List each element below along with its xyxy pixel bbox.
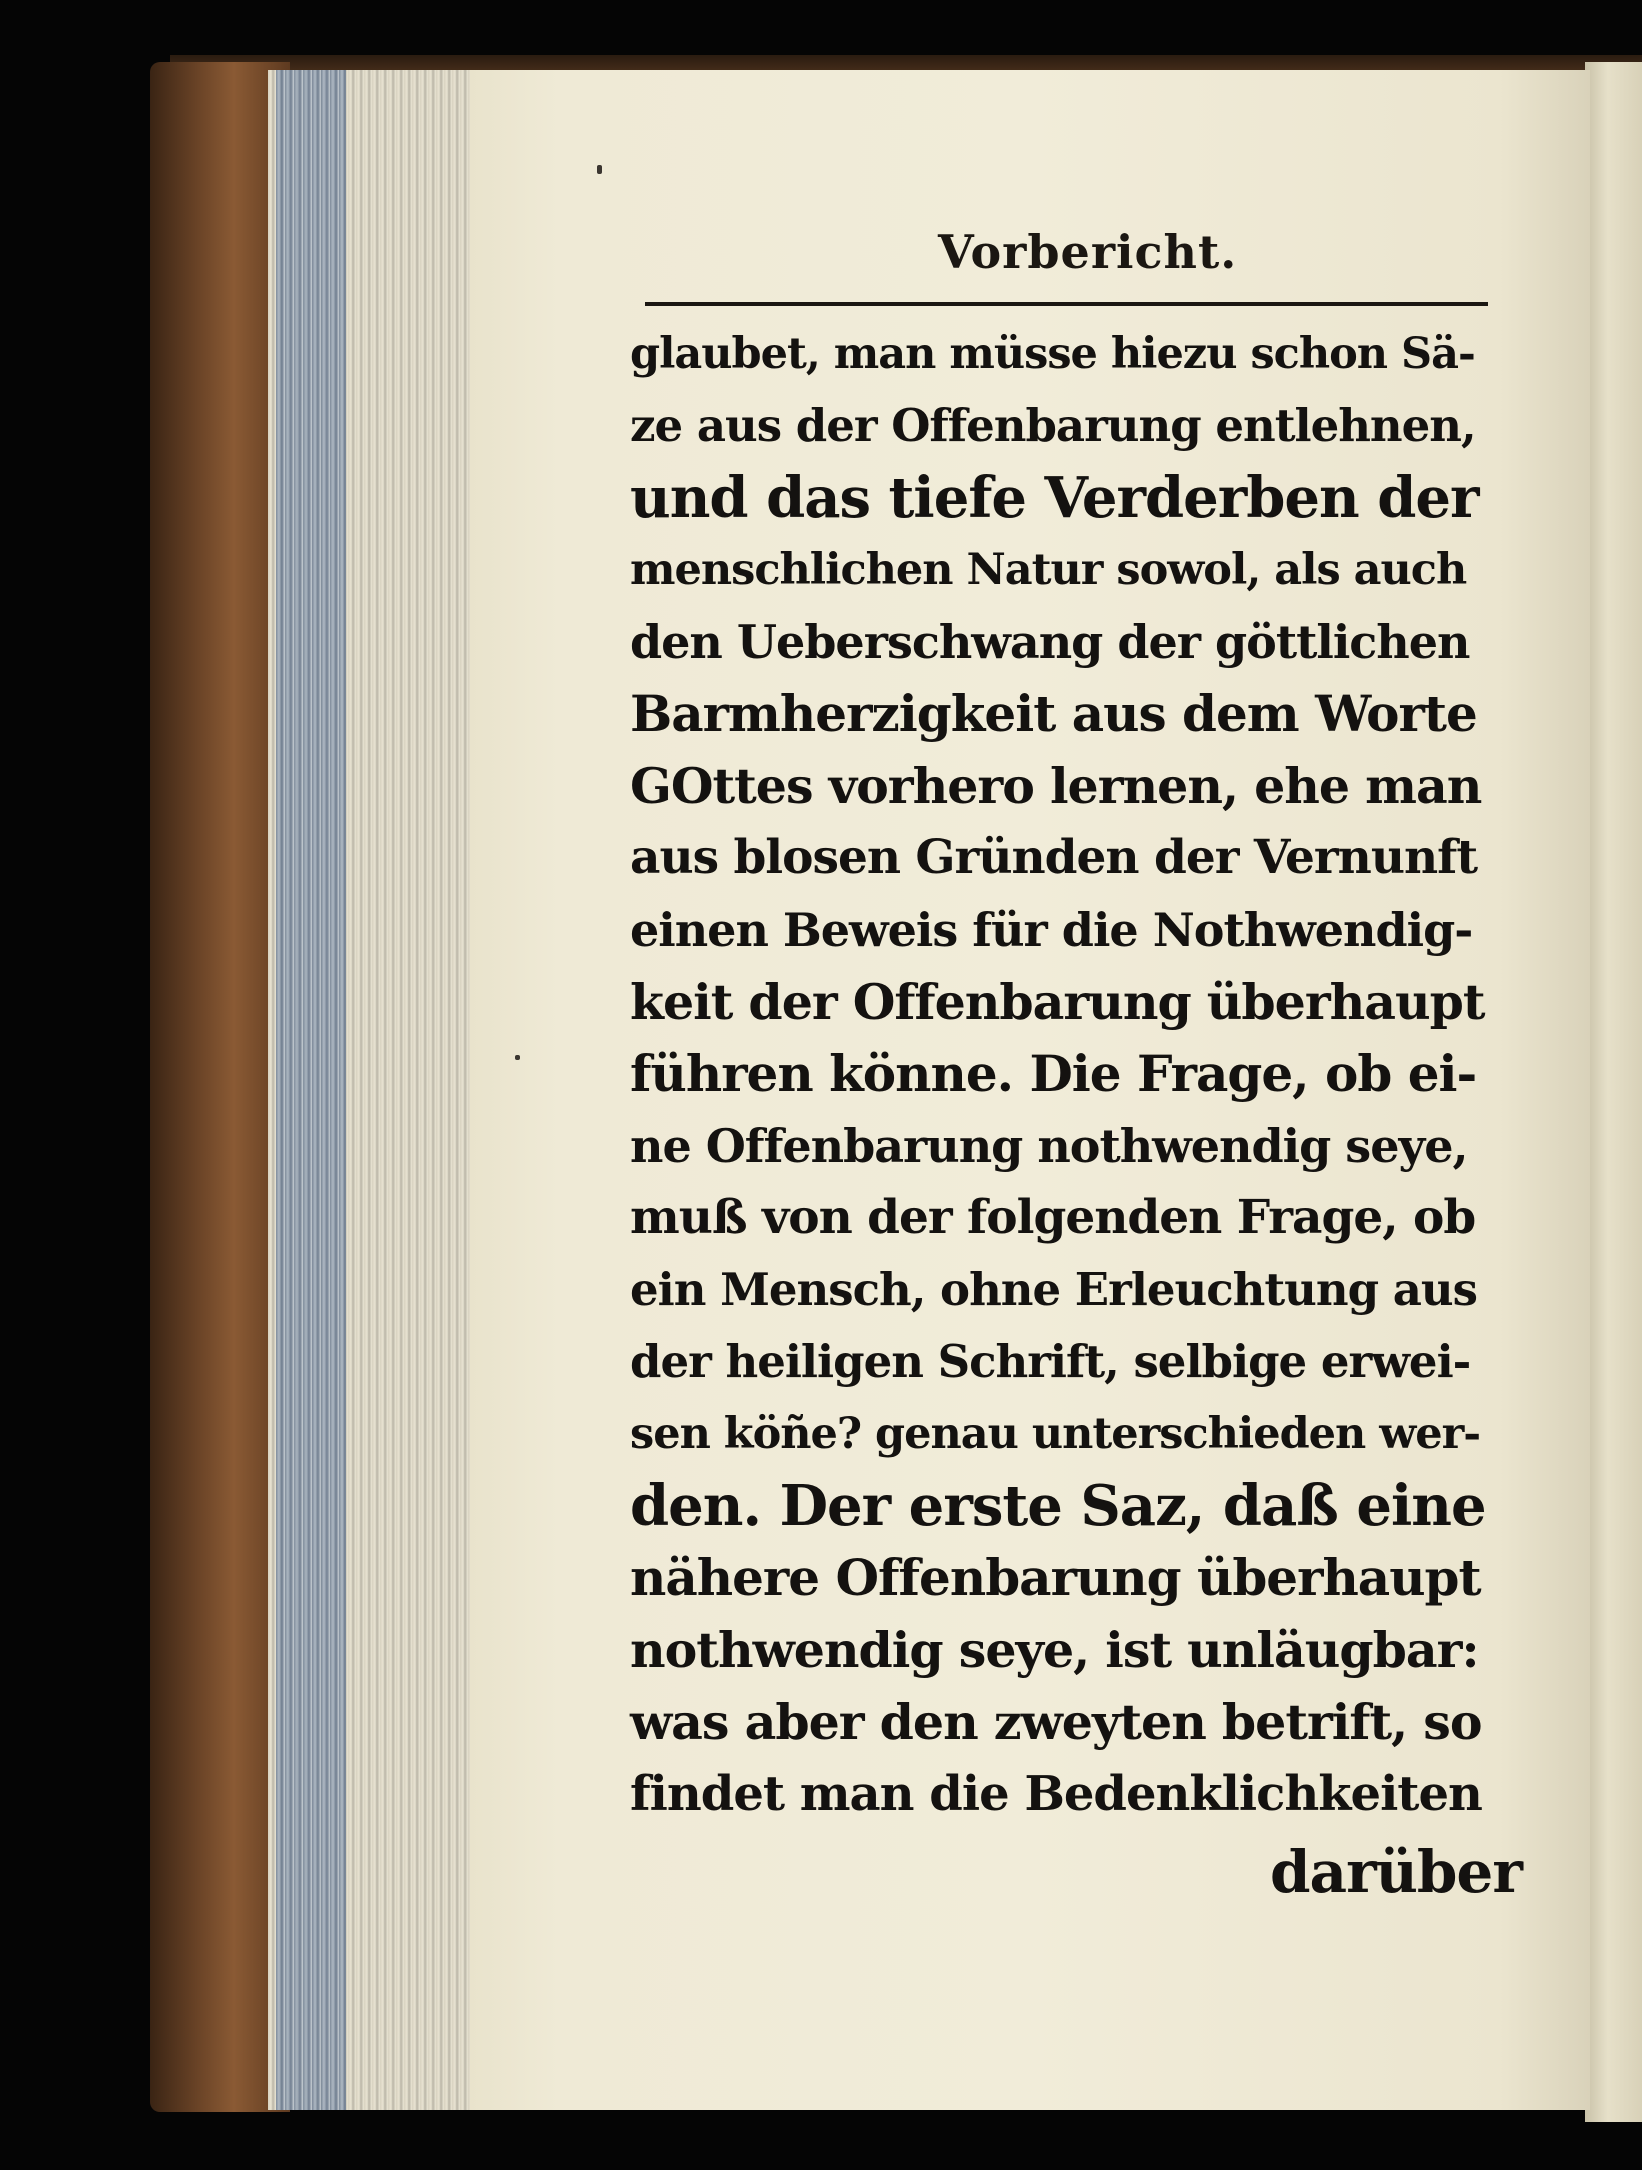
header-rule <box>645 302 1488 306</box>
text-line: ne Offenbarung nothwendig seye, <box>630 1119 1468 1173</box>
text-line: den. Der erste Saz, daß eine <box>630 1473 1486 1539</box>
text-line: und das tiefe Verderben der <box>630 465 1479 531</box>
body-text <box>630 318 1490 1830</box>
text-line: findet man die Bedenklichkeiten <box>630 1766 1482 1822</box>
text-line: führen könne. Die Frage, ob ei- <box>630 1044 1477 1103</box>
text-line: der heiligen Schrift, selbige erwei- <box>630 1335 1471 1388</box>
text-line: GOttes vorhero lernen, ehe man <box>630 757 1482 815</box>
text-line: nothwendig seye, ist unläugbar: <box>630 1621 1479 1679</box>
text-line: glaubet, man müsse hiezu schon Sä- <box>630 329 1475 379</box>
catchword: darüber <box>1270 1838 1522 1906</box>
ink-speck <box>515 1055 520 1060</box>
text-line: Barmherzigkeit aus dem Worte <box>630 684 1477 743</box>
text-line: was aber den zweyten betrift, so <box>630 1693 1482 1751</box>
blue-edge-coloring <box>276 70 346 2110</box>
text-line: einen Beweis für die Nothwendig- <box>630 903 1473 957</box>
text-line: aus blosen Gründen der Vernunft <box>630 830 1478 885</box>
text-line: den Ueberschwang der göttlichen <box>630 615 1470 669</box>
text-line: ze aus der Offenbarung entlehnen, <box>630 399 1476 452</box>
text-line: ein Mensch, ohne Erleuchtung aus <box>630 1263 1477 1316</box>
text-line: nähere Offenbarung überhaupt <box>630 1548 1481 1607</box>
running-head: Vorbericht. <box>938 225 1238 279</box>
text-line: menschlichen Natur sowol, als auch <box>630 545 1467 595</box>
ink-speck <box>597 165 602 174</box>
text-line: sen köñe? genau unterschieden wer- <box>630 1409 1481 1459</box>
text-line: muß von der folgenden Frage, ob <box>630 1190 1476 1245</box>
text-line: keit der Offenbarung überhaupt <box>630 973 1485 1031</box>
page-edges <box>268 70 478 2110</box>
facing-page-edge <box>1585 62 1642 2122</box>
